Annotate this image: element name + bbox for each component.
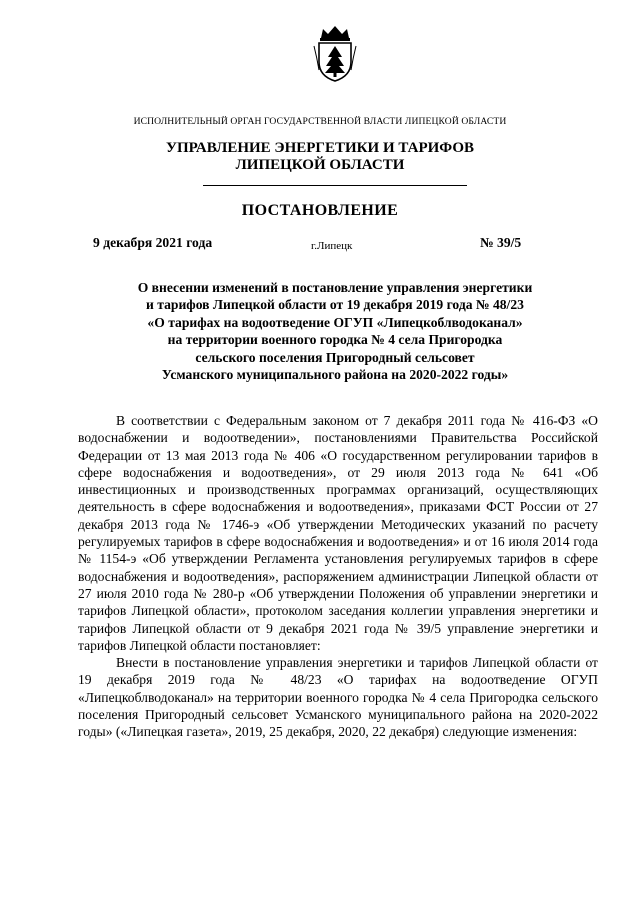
body-paragraph-preamble: В соответствии с Федеральным законом от 7 декабря 2011 года № 416-ФЗ «О водоснабжении и водоотведении», постановлениями Правительства Российской Федерации от 13 мая 2013 года № 406 «О государственном регулировании тарифов в сфере водоснабжения и водоотведения», от 29 июля 2013 года № 641 «Об инвестиционных и производственных программах организаций, осуществляющих деятельность в сфере водоснабжения и водоотведения», приказами ФСТ России от 27 декабря 2013 года № 1746-э «Об утверждении Методических указаний по расчету регулируемых тарифов в сфере водоснабжения и водоотведения» и от 16 июля 2014 года № 1154-э «Об утверждении Регламента установления регулируемых тарифов в сфере водоснабжения и водоотведения», распоряжением администрации Липецкой области от 27 июля 2010 года № 280-р «Об утверждении Положения об управлении энергетики и тарифов Липецкой области», протоколом заседания коллегии управления энергетики и тарифов Липецкой области от 9 декабря 2021 года № 39/5 управление энергетики и тарифов Липецкой области постановляет:	[78, 413, 598, 653]
document-title	[0, 279, 640, 383]
header-divider	[203, 185, 467, 186]
title-line: О внесении изменений в постановление управления энергетики	[137, 280, 533, 295]
title-line: и тарифов Липецкой области от 19 декабря 2019 года № 48/23	[146, 297, 524, 313]
issuing-authority-line: ИСПОЛНИТЕЛЬНЫЙ ОРГАН ГОСУДАРСТВЕННОЙ ВЛАСТИ ЛИПЕЦКОЙ ОБЛАСТИ	[133, 116, 507, 127]
lipetsk-coat-of-arms-icon	[313, 24, 357, 82]
document-type: ПОСТАНОВЛЕНИЕ	[241, 202, 399, 219]
title-line: сельского поселения Пригородный сельсовет	[195, 349, 475, 365]
title-line: на территории военного городка № 4 села Пригородка	[167, 332, 503, 348]
document-body	[78, 412, 598, 741]
document-city: г.Липецк	[311, 240, 353, 252]
body-paragraph-resolution: Внести в постановление управления энергетики и тарифов Липецкой области от 19 декабря 2019 года № 48/23 «О тарифах на водоотведение ОГУП «Липецкоблводоканал» на территории военного городка № 4 села Пригородка сельского поселения Пригородный сельсовет Усманского муниципального района на 2020-2022 годы» («Липецкая газета», 2019, 25 декабря, 2020, 22 декабря) следующие изменения:	[78, 655, 598, 740]
document-number: № 39/5	[480, 235, 522, 250]
department-name-line1: УПРАВЛЕНИЕ ЭНЕРГЕТИКИ И ТАРИФОВ	[165, 140, 475, 156]
title-line: Усманского муниципального района на 2020-2022 годы»	[161, 367, 509, 383]
title-line: «О тарифах на водоотведение ОГУП «Липецкоблводоканал»	[147, 314, 523, 330]
document-date: 9 декабря 2021 года	[93, 235, 213, 250]
department-name	[0, 140, 640, 174]
department-name-line2: ЛИПЕЦКОЙ ОБЛАСТИ	[235, 157, 405, 173]
